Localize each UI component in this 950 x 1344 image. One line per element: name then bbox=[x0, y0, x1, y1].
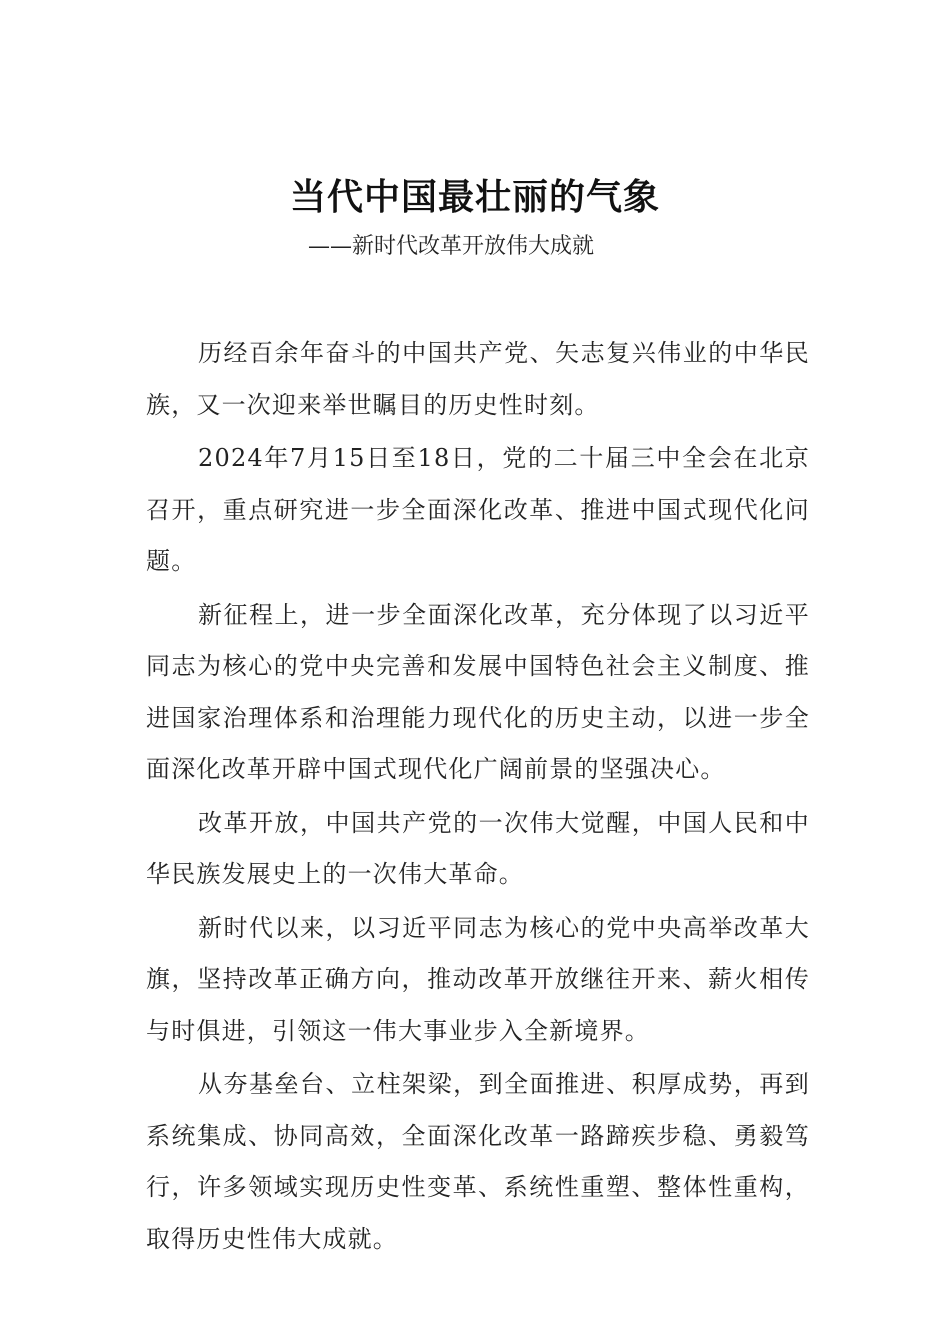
paragraph: 新征程上，进一步全面深化改革，充分体现了以习近平同志为核心的党中央完善和发展中国特色社会主义制度、推进国家治理体系和治理能力现代化的历史主动，以进一步全面深化改革开辟中国式现代化广阔前景的坚强决心。 bbox=[146, 600, 810, 783]
paragraph: 新时代以来，以习近平同志为核心的党中央高举改革大旗，坚持改革正确方向，推动改革开放继往开来、薪火相传与时俱进，引领这一伟大事业步入全新境界。 bbox=[146, 913, 810, 1045]
document-subtitle: ——新时代改革开放伟大成就 bbox=[308, 234, 595, 259]
paragraph: 2024年7月15日至18日，党的二十届三中全会在北京召开，重点研究进一步全面深化改革、推进中国式现代化问题。 bbox=[146, 444, 810, 575]
document-body bbox=[146, 328, 810, 1267]
paragraph: 改革开放，中国共产党的一次伟大觉醒，中国人民和中华民族发展史上的一次伟大革命。 bbox=[146, 808, 810, 888]
paragraph: 历经百余年奋斗的中国共产党、矢志复兴伟业的中华民族，又一次迎来举世瞩目的历史性时刻。 bbox=[146, 339, 810, 419]
paragraph: 从夯基垒台、立柱架梁，到全面推进、积厚成势，再到系统集成、协同高效，全面深化改革一路蹄疾步稳、勇毅笃行，许多领域实现历史性变革、系统性重塑、整体性重构，取得历史性伟大成就。 bbox=[146, 1070, 810, 1253]
document-title: 当代中国最壮丽的气象 bbox=[289, 176, 660, 218]
